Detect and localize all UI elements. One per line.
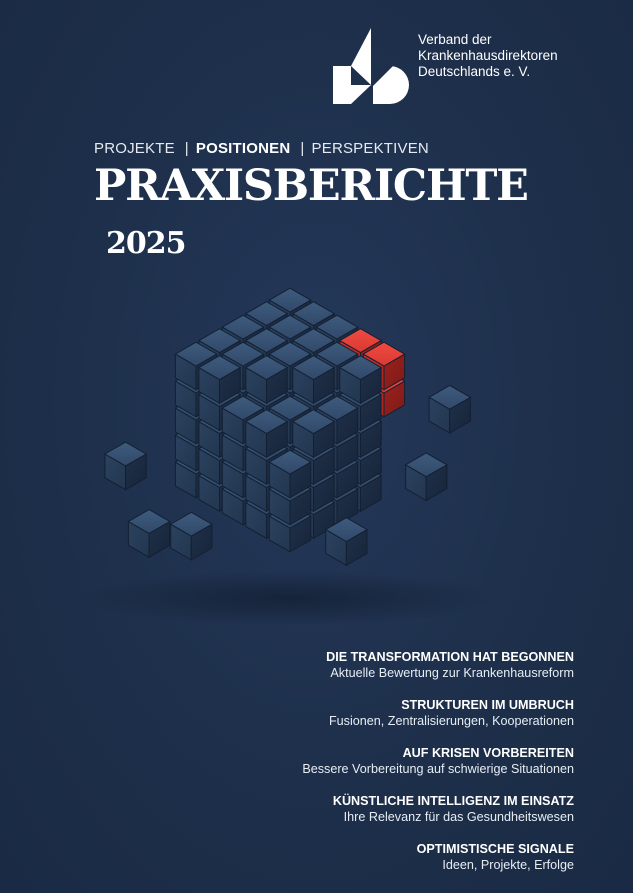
organization-name [418,32,558,80]
cube-illustration [0,280,633,630]
tagline-perspektiven: PERSPEKTIVEN [311,140,429,157]
topic-heading: DIE TRANSFORMATION HAT BEGONNEN [326,650,574,664]
tagline-separator: | [300,140,305,157]
topic-heading: STRUKTUREN IM UMBRUCH [401,698,574,712]
topic-item [302,697,574,729]
topic-subtitle: Bessere Vorbereitung auf schwierige Situationen [302,762,574,776]
tagline-separator: | [184,140,189,157]
topic-heading: AUF KRISEN VORBEREITEN [402,746,574,760]
org-line-1: Verband der [418,32,492,47]
kd-logo-icon [333,28,409,104]
topic-subtitle: Ihre Relevanz für das Gesundheitswesen [343,810,574,824]
cube-group [105,288,471,565]
topic-heading: OPTIMISTISCHE SIGNALE [416,842,574,856]
org-line-3: Deutschlands e. V. [418,64,531,79]
cube [105,442,146,490]
topic-item [302,745,574,777]
topic-list [302,649,574,889]
topic-item [302,793,574,825]
org-line-2: Krankenhausdirektoren [418,48,558,63]
topic-item [302,649,574,681]
topic-subtitle: Fusionen, Zentralisierungen, Kooperationen [328,714,574,728]
cube [429,385,470,433]
topic-subtitle: Ideen, Projekte, Erfolge [442,858,574,872]
cube [128,510,169,558]
tagline [94,140,429,157]
tagline-positionen: POSITIONEN [195,140,291,157]
cube [406,453,447,501]
tagline-projekte: PROJEKTE [94,140,175,157]
cover-title: PRAXISBERICHTE [94,161,528,211]
cover-year: 2025 [106,226,186,261]
topic-subtitle: Aktuelle Bewertung zur Krankenhausreform [330,666,574,680]
topic-heading: KÜNSTLICHE INTELLIGENZ IM EINSATZ [332,794,574,808]
cube [171,512,212,560]
topic-item [302,841,574,873]
